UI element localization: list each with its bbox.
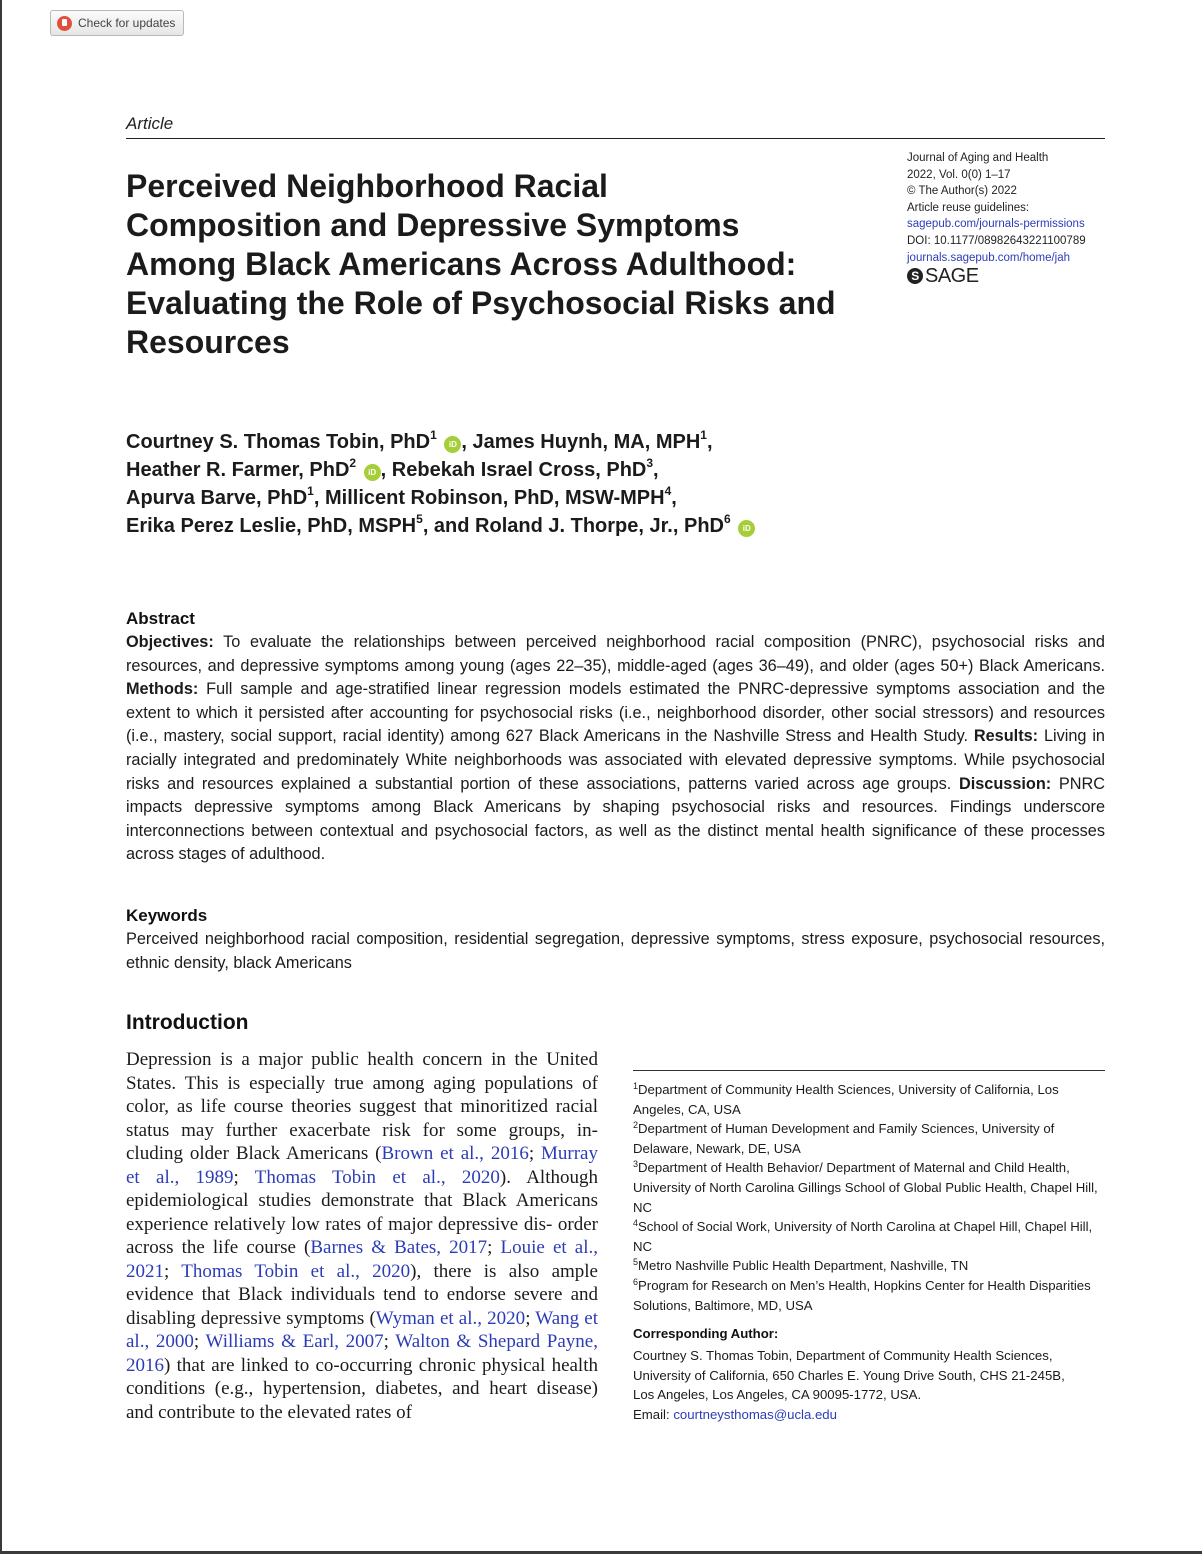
- doi-text: DOI: 10.1177/08982643221100789: [907, 234, 1086, 247]
- check-for-updates-button[interactable]: [50, 10, 184, 36]
- author-separator: ,: [671, 487, 677, 509]
- affiliation-item: [633, 1217, 1105, 1256]
- journal-info: [907, 150, 1086, 288]
- introduction-heading: Introduction: [126, 1011, 249, 1034]
- intro-text: ) that are linked to co-occurring chronic physical health conditions (e.g., hypertension, diabetes, and heart disease) and contribute to the elevated rates of: [126, 1354, 598, 1423]
- author-separator: ,: [461, 431, 473, 453]
- title-line: Among Black Americans Across Adulthood:: [126, 246, 797, 282]
- citation-link[interactable]: Thomas Tobin et al., 2020: [181, 1260, 411, 1282]
- article-type-label: Article: [126, 114, 174, 133]
- author-name: Rebekah Israel Cross, PhD: [391, 459, 647, 481]
- affiliation-number: 4: [633, 1218, 639, 1229]
- affiliation-number: 6: [633, 1276, 639, 1287]
- abstract-label: Discussion:: [958, 774, 1052, 793]
- affiliations-list: [633, 1080, 1105, 1315]
- affiliation-text: School of Social Work, University of North Carolina at Chapel Hill, Chapel Hill, NC: [633, 1219, 1093, 1254]
- corresponding-line: University of California, 650 Charles E. Young Drive South, CHS 21-245B,: [633, 1367, 1065, 1383]
- intro-text: ;: [193, 1331, 206, 1352]
- affiliation-text: Department of Human Development and Family Sciences, University of Delaware, Newark, DE, USA: [633, 1121, 1055, 1156]
- author-affiliation-marker: 5: [416, 512, 423, 526]
- intro-text: ;: [525, 1307, 536, 1329]
- affiliation-text: Department of Health Behavior/ Department of Maternal and Child Health, University of North Carolina Gillings School of Global Public Health, Chapel Hill, NC: [633, 1160, 1098, 1215]
- author-name: Courtney S. Thomas Tobin, PhD: [126, 431, 431, 453]
- author-separator: ,: [380, 459, 392, 481]
- publisher-logo: [907, 265, 1086, 288]
- email-link[interactable]: courtneysthomas@ucla.edu: [673, 1406, 837, 1422]
- intro-text: ;: [487, 1237, 501, 1258]
- author-name: James Huynh, MA, MPH: [472, 431, 701, 453]
- intro-text: ;: [528, 1143, 541, 1164]
- author-affiliation-marker: 6: [723, 512, 731, 526]
- abstract-segment: Full sample and age-stratified linear regression models estimated the PNRC-depressive symptoms association and the extent to which it persisted after accounting for psychosocial risks (i.e., neighborhood disorder, other social stressors) and resources (i.e., mastery, social support, racial identity) among 627 Black Americans in the Nashville Stress and Health Study.: [126, 680, 1105, 746]
- footnote-rule: [633, 1070, 1105, 1071]
- title-line: Evaluating the Role of Psychosocial Risks and: [126, 285, 836, 321]
- permissions-link[interactable]: sagepub.com/journals-permissions: [907, 218, 1085, 231]
- author-affiliation-marker: 3: [646, 456, 654, 470]
- orcid-icon[interactable]: iD: [444, 436, 461, 453]
- header-rule: [126, 138, 1105, 139]
- abstract-segment: To evaluate the relationships between perceived neighborhood racial composition (PNRC), psychosocial risks and resources, and depressive symptoms among young (ages 22–35), middle-aged (ages 36–49), and older (ages 50+) Black Americans.: [126, 633, 1105, 675]
- author-affiliation-marker: 1: [700, 428, 707, 442]
- author-name: Roland J. Thorpe, Jr., PhD: [475, 515, 724, 537]
- affiliation-item: [633, 1158, 1105, 1217]
- affiliation-text: Department of Community Health Sciences, University of California, Los Angeles, CA, USA: [633, 1082, 1059, 1117]
- page-left-border: [0, 0, 2, 1554]
- author-separator: ,: [706, 431, 713, 453]
- check-for-updates-label: Check for updates: [78, 16, 176, 30]
- intro-text: ), there is also ample evidence that Black individuals tend to endorse severe and disabling depressive symptoms (: [126, 1260, 598, 1329]
- author-affiliation-marker: 2: [349, 456, 357, 470]
- affiliation-item: [633, 1080, 1105, 1119]
- journal-home-link[interactable]: journals.sagepub.com/home/jah: [907, 251, 1071, 264]
- author-name: Apurva Barve, PhD: [126, 487, 308, 509]
- citation-link[interactable]: Thomas Tobin et al., 2020: [254, 1166, 500, 1188]
- citation-link[interactable]: Wang et al., 2000: [126, 1307, 598, 1352]
- author-affiliation-marker: 1: [430, 428, 437, 442]
- journal-volume: 2022, Vol. 0(0) 1–17: [907, 168, 1011, 181]
- abstract-label: Results:: [973, 727, 1039, 746]
- orcid-icon[interactable]: iD: [738, 520, 755, 537]
- publisher-name: SAGE: [925, 265, 979, 288]
- abstract-text: [126, 631, 1105, 867]
- journal-copyright: © The Author(s) 2022: [907, 185, 1017, 198]
- author-line: [126, 428, 755, 456]
- author-line: [126, 512, 755, 540]
- email-label: Email:: [633, 1406, 674, 1422]
- corresponding-line: Los Angeles, Los Angeles, CA 90095-1772, USA.: [633, 1387, 922, 1403]
- intro-text: Depression is a major public health concern in the United States. This is especially true among aging populations of color, as life course theories suggest that minoritized racial status may further exacerbate risk for some groups, in- cluding older Black Americans (: [126, 1049, 598, 1164]
- orcid-icon[interactable]: iD: [364, 464, 381, 481]
- intro-text: ;: [164, 1260, 182, 1282]
- crossmark-icon: [57, 16, 72, 31]
- corresponding-email-line: [633, 1405, 1105, 1425]
- author-line: [126, 456, 755, 484]
- intro-text: ;: [383, 1331, 396, 1352]
- abstract-heading: Abstract: [126, 609, 195, 628]
- affiliation-number: 1: [633, 1081, 639, 1091]
- article-title: [126, 167, 886, 362]
- author-separator: , and: [422, 515, 476, 537]
- abstract-segment: Living in racially integrated and predominately White neighborhoods was associated with elevated depressive symptoms. While psychosocial risks and resources explained a substantial portion of these associations, patterns varied across age groups.: [126, 727, 1105, 793]
- author-affiliation-marker: 1: [307, 484, 314, 498]
- abstract-label: Objectives:: [126, 633, 214, 651]
- affiliation-number: 3: [633, 1159, 639, 1170]
- citation-link[interactable]: Louie et al., 2021: [126, 1237, 598, 1282]
- sage-logo-icon: S: [907, 268, 923, 284]
- citation-link[interactable]: Murray et al., 1989: [126, 1143, 598, 1188]
- author-line: [126, 484, 755, 512]
- affiliation-item: [633, 1276, 1105, 1315]
- affiliation-item: [633, 1256, 1105, 1276]
- author-separator: ,: [653, 459, 659, 481]
- title-line: Composition and Depressive Symptoms: [126, 207, 740, 243]
- title-line: Resources: [126, 324, 290, 360]
- abstract-segment: PNRC impacts depressive symptoms among Black Americans by shaping psychosocial risks and resources. Findings underscore interconnections between contextual and psychosocial factors, as well as the distinct mental health significance of these processes across stages of adulthood.: [126, 774, 1105, 864]
- intro-text: ;: [233, 1166, 255, 1188]
- author-name: Heather R. Farmer, PhD: [126, 459, 350, 481]
- author-name: Erika Perez Leslie, PhD, MSPH: [126, 515, 417, 537]
- citation-link[interactable]: Brown et al., 2016: [381, 1143, 529, 1164]
- author-list: [126, 428, 755, 540]
- citation-link[interactable]: Williams & Earl, 2007: [205, 1331, 384, 1352]
- affiliation-number: 5: [633, 1257, 639, 1268]
- author-name: Millicent Robinson, PhD, MSW-MPH: [324, 487, 665, 509]
- corresponding-author-heading: Corresponding Author:: [633, 1326, 779, 1341]
- title-line: Perceived Neighborhood Racial: [126, 168, 608, 204]
- intro-text: ). Although epidemiological studies demonstrate that Black Americans experience relatively low rates of major depressive dis- order across the life course (: [126, 1166, 598, 1258]
- corresponding-line: Courtney S. Thomas Tobin, Department of Community Health Sciences,: [633, 1348, 1053, 1363]
- citation-link[interactable]: Walton & Shepard Payne, 2016: [126, 1331, 598, 1376]
- introduction-body: [126, 1048, 598, 1424]
- affiliation-text: Metro Nashville Public Health Department, Nashville, TN: [638, 1258, 969, 1274]
- citation-link[interactable]: Wyman et al., 2020: [375, 1307, 526, 1329]
- keywords-heading: Keywords: [126, 906, 208, 925]
- citation-link[interactable]: Barnes & Bates, 2017: [310, 1237, 488, 1258]
- affiliation-item: [633, 1119, 1105, 1158]
- affiliation-text: Program for Research on Men’s Health, Hopkins Center for Health Disparities Solutions, Baltimore, MD, USA: [633, 1277, 1091, 1313]
- author-affiliation-marker: 4: [664, 484, 672, 498]
- abstract-label: Methods:: [126, 680, 199, 699]
- author-separator: ,: [313, 487, 325, 509]
- corresponding-author-block: [633, 1346, 1105, 1424]
- journal-name: Journal of Aging and Health: [907, 152, 1049, 164]
- affiliation-number: 2: [633, 1120, 639, 1131]
- reuse-guidelines-label: Article reuse guidelines:: [907, 201, 1030, 214]
- keywords-text: Perceived neighborhood racial composition, residential segregation, depressive symptoms, stress exposure, psychosocial resources, ethnic density, black Americans: [126, 930, 1105, 972]
